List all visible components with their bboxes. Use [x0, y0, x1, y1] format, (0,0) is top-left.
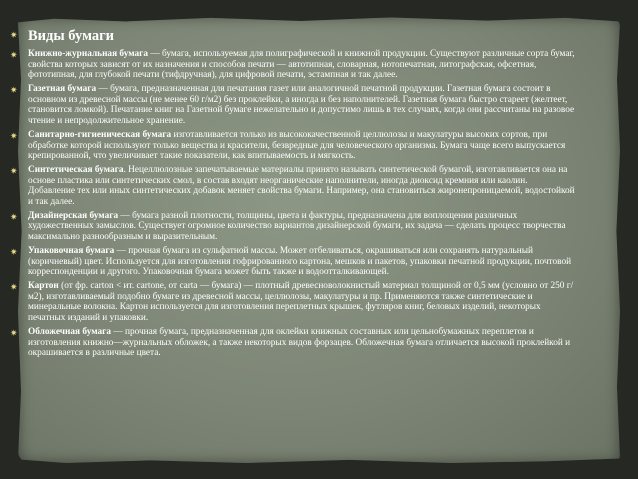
- item-term: Дизайнерская бумага: [28, 210, 119, 221]
- bullet-icon: ✷: [10, 31, 18, 41]
- item-text: бумага, используемая для полиграфической и книжной продукции. Существуют различные сорта бумаг, свойства которых зависят от их назначения и способов печати — автотипная, словарная, нотопечатная, литографская, офсетная, фототипная, для глубокой печати (тифдручная), для цифровой печати, эстампная и так далее.: [28, 49, 575, 81]
- item-term: Обложечная бумага: [28, 326, 112, 337]
- item-separator: .: [123, 165, 129, 176]
- item-term: Картон: [28, 281, 59, 292]
- list-item: [10, 246, 576, 278]
- item-term: Упаковочная бумага: [28, 246, 115, 257]
- item-text: бумага, предназначенная для печатания газет или аналогичной печатной продукции. Газетная бумага состоит в основном из древесной массы (не менее 60 г/м2) без проклейки, а иногда и без наполнителей. Газетная бумага быстро стареет (желтеет, становится ломкой). Печатание книг на Газетной бумаге нежелательно и допустимо лишь в тех случаях, когда они рассчитаны на разовое чтение и непродолжительное хранение.: [28, 84, 575, 126]
- item-separator: —: [148, 49, 162, 59]
- item-text: Нецеллюлозные запечатываемые материалы принято называть синтетической бумагой, изготавливается она на основе пластика или синтетических смол, в состав входят неорганические наполнители, иногда диоксид кремния или каолин. Добавление тех или иных синтетических добавок меняет свойства бумаги. Например, она становиться жиронепроницаемой, водостойкой и так далее.: [28, 165, 575, 207]
- item-term: Книжно-журнальная бумага: [28, 49, 149, 59]
- bullet-icon: ✷: [10, 131, 18, 142]
- list-item: [10, 49, 576, 81]
- item-text: изготавливается только из высококачественной целлюлозы и макулатуры высоких сортов, при обработке которой используют только вещества и красители, безвредные для человеческого организма. Бумага чаще всего выпускается крепированной, что увеличивает такие показатели, как впитываемость и мягкость.: [28, 129, 566, 162]
- list-item: [10, 165, 576, 207]
- list-item: [10, 129, 576, 162]
- bullet-icon: ✷: [10, 248, 18, 259]
- slide-content: [10, 28, 576, 362]
- item-term: Санитарно-гигиеническая бумага: [28, 129, 172, 140]
- item-text: прочная бумага из сульфатной массы. Может отбеливаться, окрашиваться или сохранять натуральный (коричневый) цвет. Используется для изготовления гофрированного картона, мешков и пакетов, упаковки печатной продукции, почтовой корреспонденции и другого. Упаковочная бумага может быть также и водоотталкивающей.: [28, 246, 572, 278]
- bullet-icon: ✷: [10, 51, 18, 61]
- bullet-icon: ✷: [10, 167, 18, 178]
- bullet-icon: ✷: [10, 328, 18, 339]
- bullet-icon: ✷: [10, 86, 18, 97]
- item-separator: —: [96, 84, 111, 95]
- slide-title: [10, 28, 576, 45]
- item-text: бумага разной плотности, толщины, цвета и фактуры, предназначена для воплощения различных художественных замыслов. Существует огромное количество вариантов дизайнерской бумаги, их задача — сделать процесс творчества максимально разнообразным и выразительным.: [28, 210, 566, 243]
- item-separator: —: [118, 210, 133, 221]
- list-item: [10, 210, 576, 243]
- item-term: Синтетическая бумага: [28, 165, 124, 176]
- item-text: (от фр. carton < ит. cartone, от carta — бумага) — плотный древесноволокнистый материал толщиной от 0,5 мм (условно от 250 г/м2), изготавливаемый подобно бумаге из древесной массы, целлюлозы, макулатуры и пр. Применяются также синтетические и минеральные волокна. Картон используется для изготовления переплетных крышек, футляров книг, беловых изделий, некоторых печатных изданий и упаковки.: [28, 281, 574, 323]
- list-item: [10, 281, 576, 323]
- list-item: [10, 84, 576, 126]
- item-term: Газетная бумага: [28, 84, 97, 95]
- bullet-icon: ✷: [10, 283, 18, 294]
- item-separator: —: [111, 326, 125, 337]
- item-separator: —: [114, 246, 129, 257]
- slide-title-text: Виды бумаги: [28, 28, 115, 44]
- item-text: прочная бумага, предназначенная для оклейки книжных составных или цельнобумажных переплетов и изготовления книжно—журнальных обложек, а также некоторых видов форзацев. Обложечная бумага отличается высокой проклейкой и окрашивается в различные цвета.: [28, 326, 571, 359]
- list-item: [10, 326, 576, 359]
- bullet-icon: ✷: [10, 212, 18, 223]
